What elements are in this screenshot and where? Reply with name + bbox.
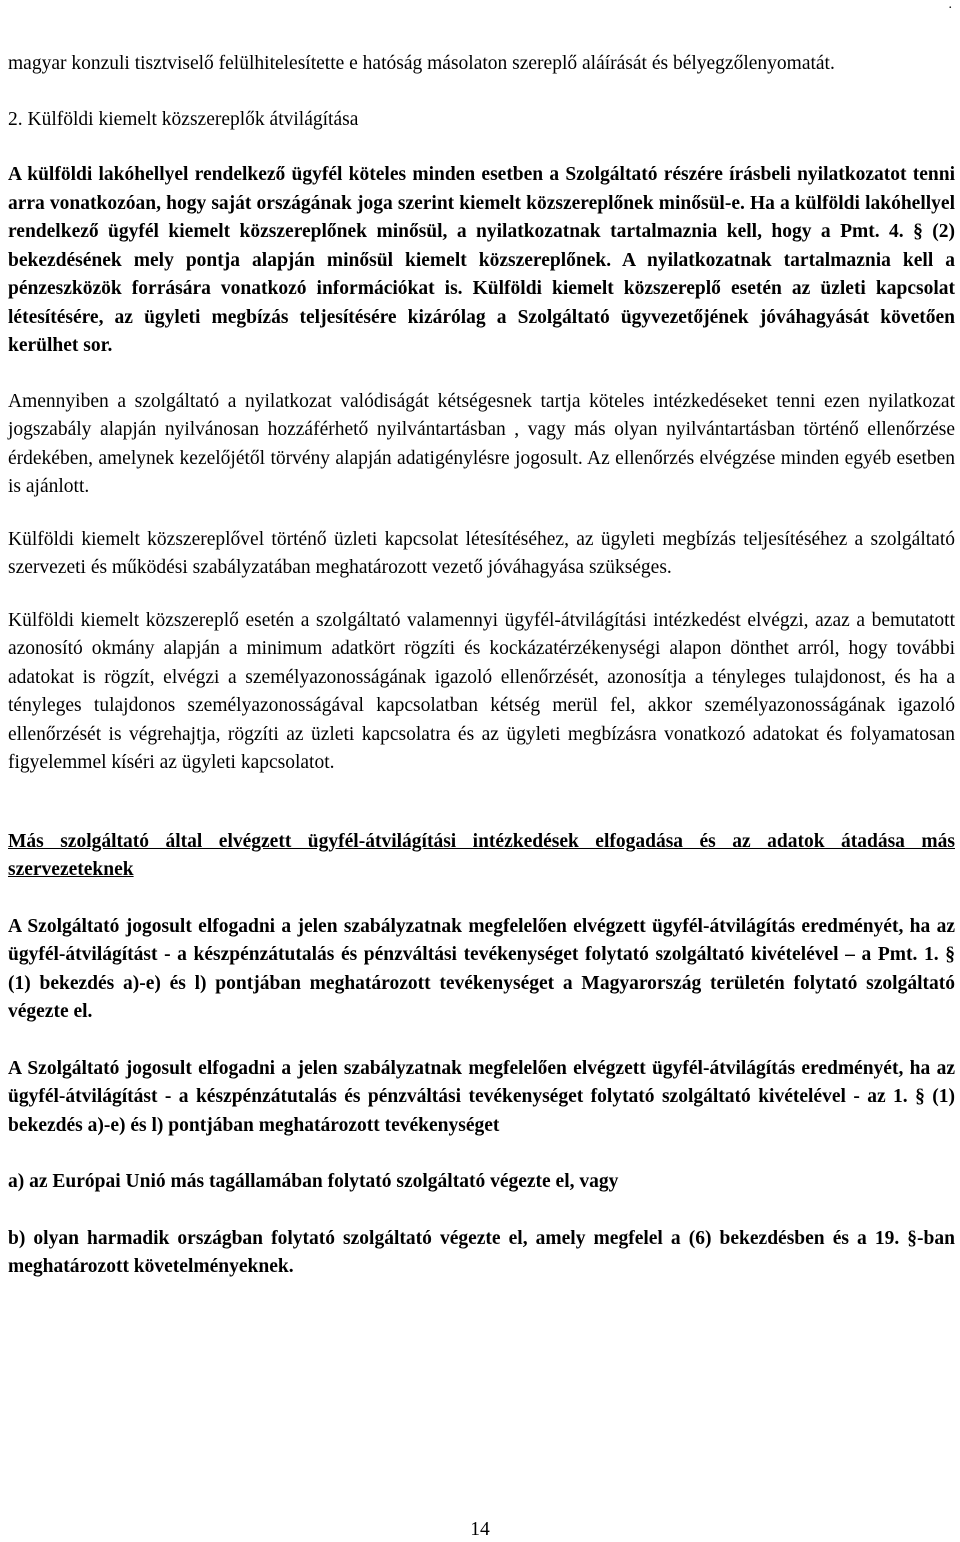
paragraph-acceptance-foreign: A Szolgáltató jogosult elfogadni a jelen szabályzatnak megfelelően elvégzett ügyfél-átvilágítás eredményét, ha az ügyfél-átvilágítást - a készpénzátutalás és pénzváltási tevékenységet folytató szolgáltató kivételével - az 1. § (1) bekezdés a)-e) és l) pontjában meghatározott tevékenységet <box>8 1057 955 1136</box>
paragraph-acceptance-domestic: A Szolgáltató jogosult elfogadni a jelen szabályzatnak megfelelően elvégzett ügyfél-átvilágítás eredményét, ha az ügyfél-átvilágítást - a készpénzátutalás és pénzváltási tevékenységet folytató szolgáltató kivételével – a Pmt. 1. § (1) bekezdés a)-e) és l) pontjában meghatározott tevékenységet a Magyarország területén folytató szolgáltató végezte el. <box>8 915 955 1022</box>
list-item-a: a) az Európai Unió más tagállamában folytató szolgáltató végezte el, vagy <box>8 1171 619 1192</box>
paragraph-continuation: magyar konzuli tisztviselő felülhitelesítette e hatóság másolaton szereplő aláírását és bélyegzőlenyomatát. <box>8 53 835 74</box>
paragraph-due-diligence: Külföldi kiemelt közszereplő esetén a szolgáltató valamennyi ügyfél-átvilágítási intézkedést elvégzi, azaz a bemutatott azonosító okmány alapján a minimum adatkört rögzíti és kockázatérzékenységi alapon dönthet arról, hogy további adatokat is rögzít, elvégzi a személyazonosságának igazoló ellenőrzését, azonosítja a tényleges tulajdonost, és ha a tényleges tulajdonos személyazonosságával kapcsolatban kétség merül fel, akkor személyazonosságának igazoló ellenőrzését is végrehajtja, rögzíti az üzleti kapcsolatra és az ügyleti megbízásra vonatkozó adatokat és folyamatosan figyelemmel kíséri az ügyleti kapcsolatot. <box>8 609 955 773</box>
paragraph-pep-declaration: A külföldi lakóhellyel rendelkező ügyfél köteles minden esetben a Szolgáltató részére írásbeli nyilatkozatot tenni arra vonatkozóan, hogy saját országának joga szerint kiemelt közszereplőnek minősül-e. Ha a külföldi lakóhellyel rendelkező ügyfél kiemelt közszereplőnek minősül, a nyilatkozatnak tartalmaznia kell, hogy a Pmt. 4. § (2) bekezdésének mely pontja alapján minősül kiemelt közszereplőnek. A nyilatkozatnak tartalmaznia kell a pénzeszközök forrására vonatkozó információkat is. Külföldi kiemelt közszereplő esetén az üzleti kapcsolat létesítésére, az ügyleti megbízás teljesítésére kizárólag a Szolgáltató ügyvezetőjének jóváhagyását követően kerülhet sor. <box>8 164 955 356</box>
paragraph-approval: Külföldi kiemelt közszereplővel történő üzleti kapcsolat létesítéséhez, az ügyleti megbízás teljesítéséhez a szolgáltató szervezeti és működési szabályzatában meghatározott vezető jóváhagyása szükséges. <box>8 528 955 578</box>
document-page <box>8 50 955 1282</box>
page-number: 14 <box>470 1519 490 1540</box>
section-heading: Más szolgáltató által elvégzett ügyfél-átvilágítási intézkedések elfogadása és az adatok átadása más szervezeteknek <box>8 830 955 880</box>
list-item-b: b) olyan harmadik országban folytató szolgáltató végezte el, amely megfelel a (6) bekezdésben és a 19. §-ban meghatározott követelményeknek. <box>8 1227 955 1277</box>
paragraph-verification: Amennyiben a szolgáltató a nyilatkozat valódiságát kétségesnek tartja köteles intézkedéseket tenni ezen nyilatkozat jogszabály alapján nyilvánosan hozzáférhető nyilvántartásban , vagy más olyan nyilvántartásban történő ellenőrzése érdekében, amelynek kezelőjétől törvény alapján adatigénylésre jogosult. Az ellenőrzés elvégzése minden egyéb esetben is ajánlott. <box>8 390 955 497</box>
section-title: 2. Külföldi kiemelt közszereplők átvilágítása <box>8 108 359 130</box>
corner-mark: . <box>948 0 952 12</box>
